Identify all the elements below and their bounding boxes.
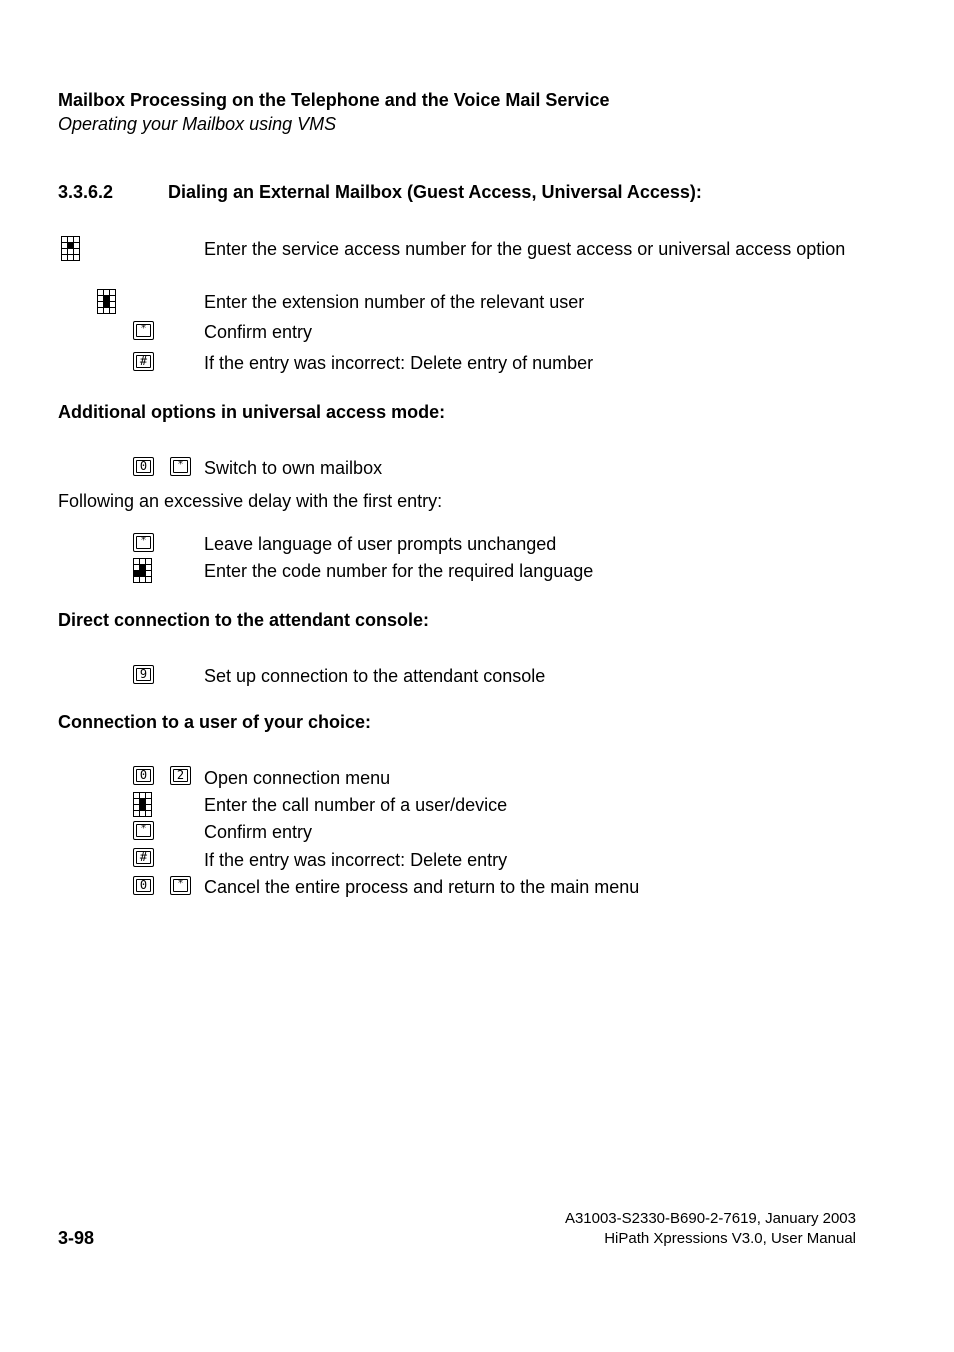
star-key-icon: * [170,457,191,476]
hash-key-icon: # [133,848,154,867]
zero-key-icon: 0 [133,766,154,785]
two-key-icon: 2 [170,766,191,785]
section-title: Dialing an External Mailbox (Guest Access, Universal Access): [168,182,702,202]
star-key-icon: * [133,821,154,840]
star-key-icon: * [170,876,191,895]
step-service-access: Enter the service access number for the guest access or universal access option [204,239,846,259]
step-attendant: Set up connection to the attendant console [204,666,546,686]
universal-access-heading: Additional options in universal access mode: [58,402,446,422]
keypad-icon [133,792,152,817]
step-extension: Enter the extension number of the relevant user [204,292,585,312]
delay-note: Following an excessive delay with the first entry: [58,491,443,511]
step-call-number: Enter the call number of a user/device [204,795,508,815]
keypad-icon [133,558,152,583]
running-header-subtitle: Operating your Mailbox using VMS [58,114,337,134]
keypad-icon [97,289,116,314]
attendant-heading: Direct connection to the attendant console: [58,610,430,630]
nine-key-icon: 9 [133,665,154,684]
zero-key-icon: 0 [133,457,154,476]
step-switch-mailbox: Switch to own mailbox [204,458,383,478]
hash-key-icon: # [133,352,154,371]
star-key-icon: * [133,533,154,552]
step-cancel: Cancel the entire process and return to the main menu [204,877,640,897]
step-delete-entry-2: If the entry was incorrect: Delete entry [204,850,508,870]
user-choice-heading: Connection to a user of your choice: [58,712,372,732]
step-leave-language: Leave language of user prompts unchanged [204,534,557,554]
step-language-code: Enter the code number for the required language [204,561,594,581]
star-key-icon: * [133,321,154,340]
section-number: 3.3.6.2 [58,182,114,202]
step-confirm-entry: Confirm entry [204,322,313,342]
footer-doc-ref: A31003-S2330-B690-2-7619, January 2003 [564,1210,856,1227]
zero-key-icon: 0 [133,876,154,895]
step-confirm-entry-2: Confirm entry [204,822,313,842]
page-number: 3-98 [58,1228,95,1248]
step-delete-entry: If the entry was incorrect: Delete entry of number [204,353,594,373]
keypad-icon [61,236,80,261]
footer-manual: HiPath Xpressions V3.0, User Manual [604,1230,856,1247]
running-header-title: Mailbox Processing on the Telephone and the Voice Mail Service [58,90,610,110]
step-open-menu: Open connection menu [204,768,391,788]
